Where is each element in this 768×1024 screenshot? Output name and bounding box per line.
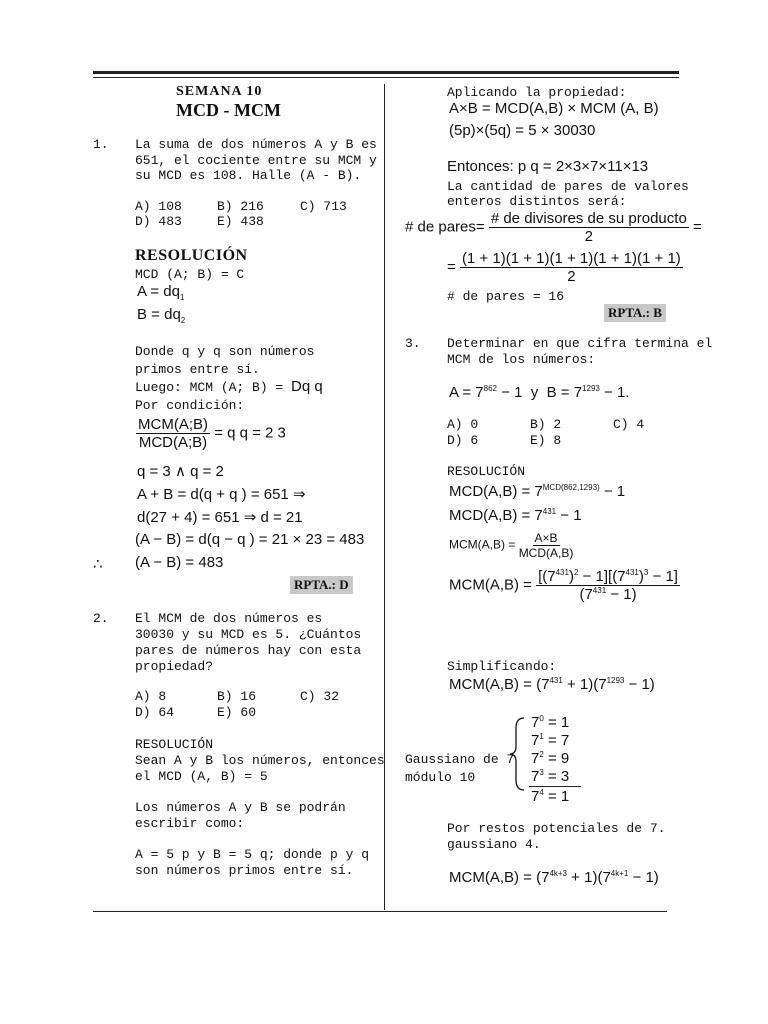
p3-gauss-label1: Gaussiano de 7 <box>405 752 515 767</box>
p3-restos-line1: Por restos potenciales de 7. <box>447 821 666 836</box>
p2-option-d: D) 64 <box>135 705 175 720</box>
p3-option-c: C) 4 <box>613 417 645 432</box>
p2-right-intro: Aplicando la propiedad: <box>447 85 627 100</box>
p2-entonces: Entonces: p q = 2×3×7×11×13 <box>447 158 649 175</box>
top-rule-thin <box>93 77 679 78</box>
bottom-rule <box>93 911 667 912</box>
p3-gauss-row0: $7^0 = 1$ <box>531 714 570 731</box>
p1-ratio-fraction <box>136 416 286 451</box>
problem2-line1: El MCM de dos números es <box>135 611 323 626</box>
p3-gauss-row1: $7^1 = 7$ <box>531 732 570 749</box>
p2-text1-line2: el MCD (A, B) = 5 <box>135 769 268 784</box>
week-heading: SEMANA 10 <box>176 84 263 99</box>
p3-gauss-row4: $7^4 = 1$ <box>531 788 570 805</box>
p3-gauss-label2: módulo 10 <box>405 770 476 785</box>
p2-option-c: C) 32 <box>300 689 340 704</box>
p2-calc-formula: = $\frac{(1 + 1)(1 + 1)(1 + 1)(1 + 1)(1 + 1)}{2}$ <box>447 250 681 285</box>
p3-resolution-title: RESOLUCIÓN <box>447 464 526 479</box>
p2-option-b: B) 16 <box>217 689 257 704</box>
p3-simplificando: Simplificando: <box>447 659 557 674</box>
p1-option-a: A) 108 <box>135 199 182 214</box>
p3-option-b: B) 2 <box>530 417 562 432</box>
p2-text2-line2: escribir como: <box>135 816 245 831</box>
p1-frac-num: MCM(A;B) <box>138 416 208 433</box>
p1-eq-b: $B = dq_2$ <box>137 306 186 325</box>
problem2-line3: pares de números hay con esta <box>135 643 362 658</box>
p3-mcm-big: MCM(A,B) = $\frac{[(7^{431})^2 - 1][(7^{431})^3 - 1]}{(7^{431} - 1)}$ <box>449 568 678 603</box>
p2-cantidad-line2: enteros distintos será: <box>447 194 627 209</box>
p3-gauss-row3: $7^3 = 3$ <box>531 768 570 785</box>
p1-eq-a: $A = dq_1$ <box>137 283 185 302</box>
column-divider <box>384 84 385 910</box>
p2-result: # de pares = 16 <box>447 289 565 304</box>
p3-mcm-big-den: $(7^{431} - 1)$ <box>579 586 637 603</box>
problem1-line2: 651, el cociente entre su MCM y <box>135 153 377 168</box>
p3-mcm-def: MCM(A,B) = $\frac{A\times B}{\text{MCD(A,B)}}$ <box>449 531 574 560</box>
p1-mcd-line: MCD (A; B) = C <box>135 267 245 282</box>
p1-therefore: ∴ <box>93 556 103 573</box>
topic-heading: MCD - MCM <box>176 100 281 120</box>
p1-luego-line: Luego: MCM (A; B) = Dq q <box>135 378 323 395</box>
p2-text1-line1: Sean A y B los números, entonces <box>135 753 385 768</box>
p2-resolution-title: RESOLUCIÓN <box>135 737 214 752</box>
p2-text3-line1: A = 5 p y B = 5 q; donde p y q <box>135 847 370 862</box>
p1-option-e: E) 438 <box>217 214 264 229</box>
p3-option-e: E) 8 <box>530 433 562 448</box>
problem3-line2: MCM de los números: <box>447 352 596 367</box>
p2-text2-line1: Los números A y B se podrán <box>135 800 346 815</box>
p2-text3-line2: son números primos entre sí. <box>135 863 354 878</box>
p2-pares-num: # de divisores de su producto <box>490 210 687 227</box>
p3-option-a: A) 0 <box>447 417 479 432</box>
p1-primos-line: primos entre sí. <box>135 362 260 377</box>
p3-mcd2: $MCD(A,B) = 7^{431} - 1$ <box>449 507 582 524</box>
problem1-line1: La suma de dos números A y B es <box>135 137 377 152</box>
p1-answer: RPTA.: D <box>290 576 353 594</box>
gauss-divider <box>529 786 581 787</box>
p3-mcm-big-num: $[(7^{431})^2 - 1][(7^{431})^3 - 1]$ <box>538 568 678 585</box>
problem2-line4: propiedad? <box>135 659 214 674</box>
problem3-number: 3. <box>405 336 421 351</box>
p1-option-d: D) 483 <box>135 214 182 229</box>
problem1-number: 1. <box>93 137 109 152</box>
p3-restos-line2: gaussiano 4. <box>447 837 541 852</box>
p1-condicion: Por condición: <box>135 398 245 413</box>
p1-d-line: d(27 + 4) = 651 ⇒ d = 21 <box>137 509 303 526</box>
problem2-number: 2. <box>93 611 109 626</box>
problem2-line2: 30030 y su MCD es 5. ¿Cuántos <box>135 627 362 642</box>
p1-donde-line: Donde q y q son números <box>135 344 315 359</box>
p3-numbers: $A = 7^{862} - 1$ y $B = 7^{1293} - 1$. <box>449 384 630 401</box>
p2-pares-eq: = <box>692 218 702 236</box>
p2-pares-den: 2 <box>584 228 593 245</box>
p2-pares-label: # de pares= <box>405 218 485 236</box>
gauss-brace-icon <box>508 716 528 792</box>
p2-answer: RPTA.: B <box>604 304 666 322</box>
p3-mcm-def-num: A×B <box>534 531 558 545</box>
problem1-line3: su MCD es 108. Halle (A - B). <box>135 168 362 183</box>
p1-sum-line: A + B = d(q + q ) = 651 ⇒ <box>137 486 306 503</box>
p2-calc-den: 2 <box>567 268 576 285</box>
p1-option-b: B) 216 <box>217 199 264 214</box>
p1-q-line: q = 3 ∧ q = 2 <box>137 463 224 480</box>
p1-frac-den: MCD(A;B) <box>138 434 208 451</box>
p2-cantidad-line1: La cantidad de pares de valores <box>447 179 689 194</box>
p1-option-c: C) 713 <box>300 199 347 214</box>
p2-pares-formula <box>405 210 702 245</box>
p3-mcm-def-den: MCD(A,B) <box>518 546 574 560</box>
p2-option-e: E) 60 <box>217 705 257 720</box>
p2-calc-num: (1 + 1)(1 + 1)(1 + 1)(1 + 1)(1 + 1) <box>461 250 681 267</box>
p2-option-a: A) 8 <box>135 689 167 704</box>
p1-resolution-title: RESOLUCIÓN <box>135 247 248 264</box>
p2-prop-values: (5p)×(5q) = 5 × 30030 <box>449 122 596 139</box>
p1-final-line: (A − B) = 483 <box>135 554 224 571</box>
p1-diff-line: (A − B) = d(q − q ) = 21 × 23 = 483 <box>135 531 365 548</box>
p3-gauss-row2: $7^2 = 9$ <box>531 750 570 767</box>
problem3-line1: Determinar en que cifra termina el <box>447 336 713 351</box>
top-rule-thick <box>93 71 679 74</box>
p1-frac-rhs: = q q = 2 3 <box>214 424 286 442</box>
p3-final-expr: $MCM(A,B) = (7^{4k+3} + 1)(7^{4k+1} - 1)$ <box>449 869 659 886</box>
p3-simpl-expr: $MCM(A,B) = (7^{431} + 1)(7^{1293} - 1)$ <box>449 676 655 693</box>
p2-prop-line: A×B = MCD(A,B) × MCM (A, B) <box>449 100 659 117</box>
p3-option-d: D) 6 <box>447 433 479 448</box>
p3-mcd1: $MCD(A,B) = 7^{MCD(862,1293)} - 1$ <box>449 483 626 500</box>
